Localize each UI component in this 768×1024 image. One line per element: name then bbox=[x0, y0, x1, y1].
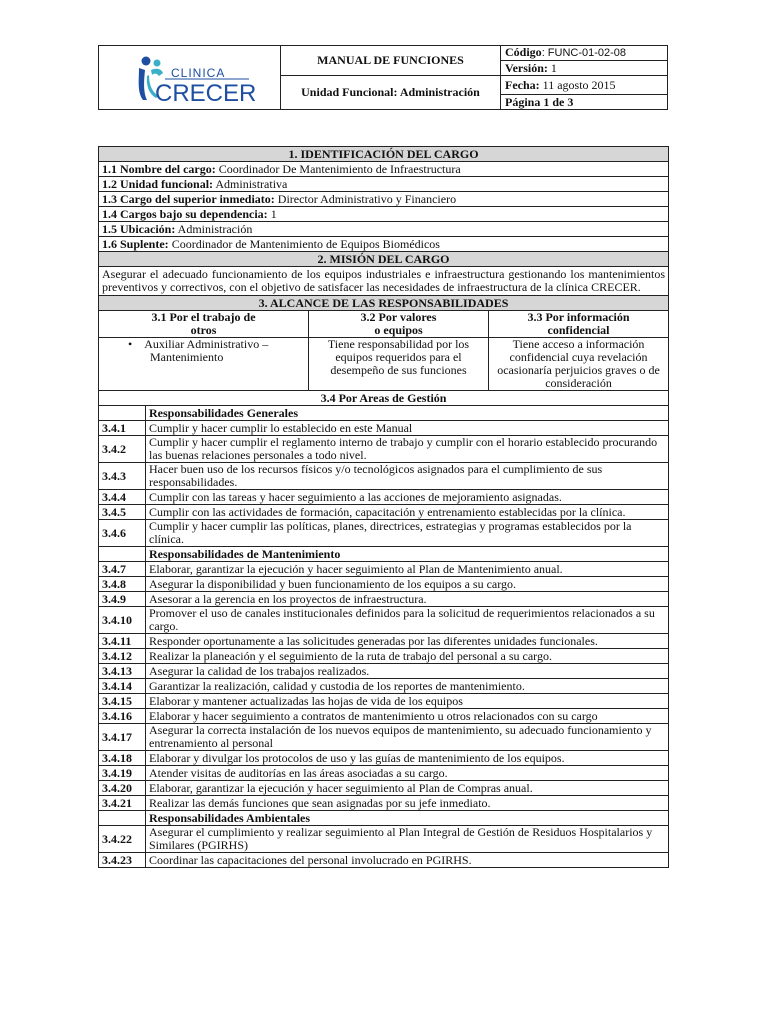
responsibility-row bbox=[99, 463, 669, 490]
responsibility-text: Elaborar y divulgar los protocolos de uso y las guías de mantenimiento de los equipos. bbox=[146, 751, 669, 766]
responsibility-text: Realizar las demás funciones que sean asignadas por su jefe inmediato. bbox=[146, 796, 669, 811]
responsibility-row bbox=[99, 709, 669, 724]
location-row: 1.5 Ubicación: Administración bbox=[99, 222, 669, 237]
responsibility-row bbox=[99, 724, 669, 751]
responsibility-number: 3.4.13 bbox=[99, 664, 146, 679]
environmental-responsibilities bbox=[99, 826, 669, 868]
responsibility-row bbox=[99, 664, 669, 679]
responsibility-text: Elaborar y hacer seguimiento a contratos de mantenimiento u otros relacionados con su cargo bbox=[146, 709, 669, 724]
scope-col3-head: 3.3 Por información confidencial bbox=[489, 311, 669, 338]
responsibility-number: 3.4.2 bbox=[99, 436, 146, 463]
responsibility-number: 3.4.11 bbox=[99, 634, 146, 649]
responsibility-text: Responder oportunamente a las solicitudes generadas por las diferentes unidades funcionales. bbox=[146, 634, 669, 649]
scope-col2-head: 3.2 Por valores o equipos bbox=[309, 311, 489, 338]
responsibility-number: 3.4.7 bbox=[99, 562, 146, 577]
responsibility-number: 3.4.18 bbox=[99, 751, 146, 766]
responsibility-number: 3.4.15 bbox=[99, 694, 146, 709]
job-description-table bbox=[98, 146, 669, 868]
document-header bbox=[98, 45, 668, 110]
responsibility-text: Realizar la planeación y el seguimiento de la ruta de trabajo del personal a su cargo. bbox=[146, 649, 669, 664]
svg-text:CRECER: CRECER bbox=[155, 80, 257, 106]
responsibility-row bbox=[99, 853, 669, 868]
manual-title: MANUAL DE FUNCIONES bbox=[281, 46, 501, 76]
responsibility-row bbox=[99, 490, 669, 505]
responsibility-text: Garantizar la realización, calidad y custodia de los reportes de mantenimiento. bbox=[146, 679, 669, 694]
responsibility-row bbox=[99, 634, 669, 649]
maintenance-responsibilities bbox=[99, 562, 669, 811]
responsibility-row bbox=[99, 649, 669, 664]
responsibility-row bbox=[99, 751, 669, 766]
responsibility-text: Elaborar, garantizar la ejecución y hacer seguimiento al Plan de Mantenimiento anual. bbox=[146, 562, 669, 577]
responsibility-text: Cumplir y hacer cumplir el reglamento interno de trabajo y cumplir con el horario establecido procurando las buenas relaciones personales a todo nivel. bbox=[146, 436, 669, 463]
section-1-title: 1. IDENTIFICACIÓN DEL CARGO bbox=[99, 147, 669, 162]
scope-col1-head: 3.1 Por el trabajo de otros bbox=[99, 311, 309, 338]
page-number: Página 1 de 3 bbox=[501, 95, 668, 110]
section-3-title: 3. ALCANCE DE LAS RESPONSABILIDADES bbox=[99, 296, 669, 311]
responsibility-number: 3.4.22 bbox=[99, 826, 146, 853]
svg-text:CLINICA: CLINICA bbox=[171, 66, 226, 80]
responsibility-row bbox=[99, 421, 669, 436]
logo-cell bbox=[99, 46, 281, 110]
empty-cell bbox=[99, 547, 146, 562]
empty-cell bbox=[99, 406, 146, 421]
dependents-row: 1.4 Cargos bajo su dependencia: 1 bbox=[99, 207, 669, 222]
responsibility-row bbox=[99, 607, 669, 634]
responsibility-row bbox=[99, 520, 669, 547]
responsibility-text: Cumplir con las actividades de formación, capacitación y entrenamiento establecidas por la clínica. bbox=[146, 505, 669, 520]
responsibility-text: Atender visitas de auditorías en las áreas asociadas a su cargo. bbox=[146, 766, 669, 781]
cargo-name-row: 1.1 Nombre del cargo: Coordinador De Mantenimiento de Infraestructura bbox=[99, 162, 669, 177]
responsibility-row bbox=[99, 766, 669, 781]
responsibility-number: 3.4.10 bbox=[99, 607, 146, 634]
responsibility-text: Asegurar el cumplimiento y realizar seguimiento al Plan Integral de Gestión de Residuos Hospitalarios y Similares (PGIRHS) bbox=[146, 826, 669, 853]
version-field: Versión: 1 bbox=[501, 61, 668, 76]
clinica-crecer-logo bbox=[99, 46, 280, 106]
responsibility-text: Elaborar y mantener actualizadas las hojas de vida de los equipos bbox=[146, 694, 669, 709]
responsibility-number: 3.4.8 bbox=[99, 577, 146, 592]
bullet-icon: • bbox=[128, 337, 145, 351]
responsibility-number: 3.4.17 bbox=[99, 724, 146, 751]
responsibility-text: Asegurar la disponibilidad y buen funcionamiento de los equipos a su cargo. bbox=[146, 577, 669, 592]
responsibility-text: Coordinar las capacitaciones del personal involucrado en PGIRHS. bbox=[146, 853, 669, 868]
areas-title: 3.4 Por Areas de Gestión bbox=[99, 391, 669, 406]
responsibility-row bbox=[99, 436, 669, 463]
group-general-title: Responsabilidades Generales bbox=[146, 406, 669, 421]
responsibility-number: 3.4.5 bbox=[99, 505, 146, 520]
responsibility-text: Cumplir con las tareas y hacer seguimiento a las acciones de mejoramiento asignadas. bbox=[146, 490, 669, 505]
responsibility-text: Cumplir y hacer cumplir lo establecido en este Manual bbox=[146, 421, 669, 436]
responsibility-number: 3.4.3 bbox=[99, 463, 146, 490]
responsibility-number: 3.4.12 bbox=[99, 649, 146, 664]
list-item: • Auxiliar Administrativo – Mantenimiento bbox=[128, 337, 269, 364]
group-maintenance-title: Responsabilidades de Mantenimiento bbox=[146, 547, 669, 562]
responsibility-row bbox=[99, 577, 669, 592]
responsibility-row bbox=[99, 781, 669, 796]
responsibility-number: 3.4.21 bbox=[99, 796, 146, 811]
responsibility-row bbox=[99, 562, 669, 577]
general-responsibilities bbox=[99, 421, 669, 547]
responsibility-row bbox=[99, 679, 669, 694]
scope-col1-body bbox=[99, 338, 309, 391]
unit-row: 1.2 Unidad funcional: Administrativa bbox=[99, 177, 669, 192]
responsibility-row bbox=[99, 826, 669, 853]
responsibility-text: Asesorar a la gerencia en los proyectos de infraestructura. bbox=[146, 592, 669, 607]
responsibility-number: 3.4.14 bbox=[99, 679, 146, 694]
responsibility-number: 3.4.19 bbox=[99, 766, 146, 781]
responsibility-number: 3.4.1 bbox=[99, 421, 146, 436]
substitute-row: 1.6 Suplente: Coordinador de Mantenimiento de Equipos Biomédicos bbox=[99, 237, 669, 252]
group-environmental-title: Responsabilidades Ambientales bbox=[146, 811, 669, 826]
responsibility-text: Asegurar la calidad de los trabajos realizados. bbox=[146, 664, 669, 679]
responsibility-number: 3.4.23 bbox=[99, 853, 146, 868]
responsibility-number: 3.4.6 bbox=[99, 520, 146, 547]
responsibility-number: 3.4.9 bbox=[99, 592, 146, 607]
section-2-title: 2. MISIÓN DEL CARGO bbox=[99, 252, 669, 267]
date-field: Fecha: 11 agosto 2015 bbox=[501, 76, 668, 95]
empty-cell bbox=[99, 811, 146, 826]
responsibility-text: Asegurar la correcta instalación de los nuevos equipos de mantenimiento, su adecuado funcionamiento y entrenamiento al personal bbox=[146, 724, 669, 751]
responsibility-number: 3.4.16 bbox=[99, 709, 146, 724]
responsibility-text: Promover el uso de canales institucionales definidos para la solicitud de requerimientos relacionados a su cargo. bbox=[146, 607, 669, 634]
scope-col2-body: Tiene responsabilidad por los equipos requeridos para el desempeño de sus funciones bbox=[309, 338, 489, 391]
unit-title: Unidad Funcional: Administración bbox=[281, 76, 501, 110]
responsibility-text: Hacer buen uso de los recursos físicos y/o tecnológicos asignados para el cumplimiento de sus responsabilidades. bbox=[146, 463, 669, 490]
responsibility-row bbox=[99, 592, 669, 607]
mission-text: Asegurar el adecuado funcionamiento de los equipos industriales e infraestructura gestionando los mantenimientos preventivos y correctivos, con el objetivo de satisfacer las necesidades de infraestructura de la clínica CRECER. bbox=[99, 267, 669, 296]
responsibility-row bbox=[99, 694, 669, 709]
code-field: Código: FUNC-01-02-08 bbox=[501, 46, 668, 61]
responsibility-row bbox=[99, 505, 669, 520]
scope-col3-body: Tiene acceso a información confidencial cuya revelación ocasionaría perjuicios graves o de consideración bbox=[489, 338, 669, 391]
responsibility-text: Elaborar, garantizar la ejecución y hacer seguimiento al Plan de Compras anual. bbox=[146, 781, 669, 796]
superior-row: 1.3 Cargo del superior inmediato: Director Administrativo y Financiero bbox=[99, 192, 669, 207]
responsibility-text: Cumplir y hacer cumplir las políticas, planes, directrices, estrategias y programas establecidos por la clínica. bbox=[146, 520, 669, 547]
responsibility-number: 3.4.4 bbox=[99, 490, 146, 505]
responsibility-number: 3.4.20 bbox=[99, 781, 146, 796]
responsibility-row bbox=[99, 796, 669, 811]
